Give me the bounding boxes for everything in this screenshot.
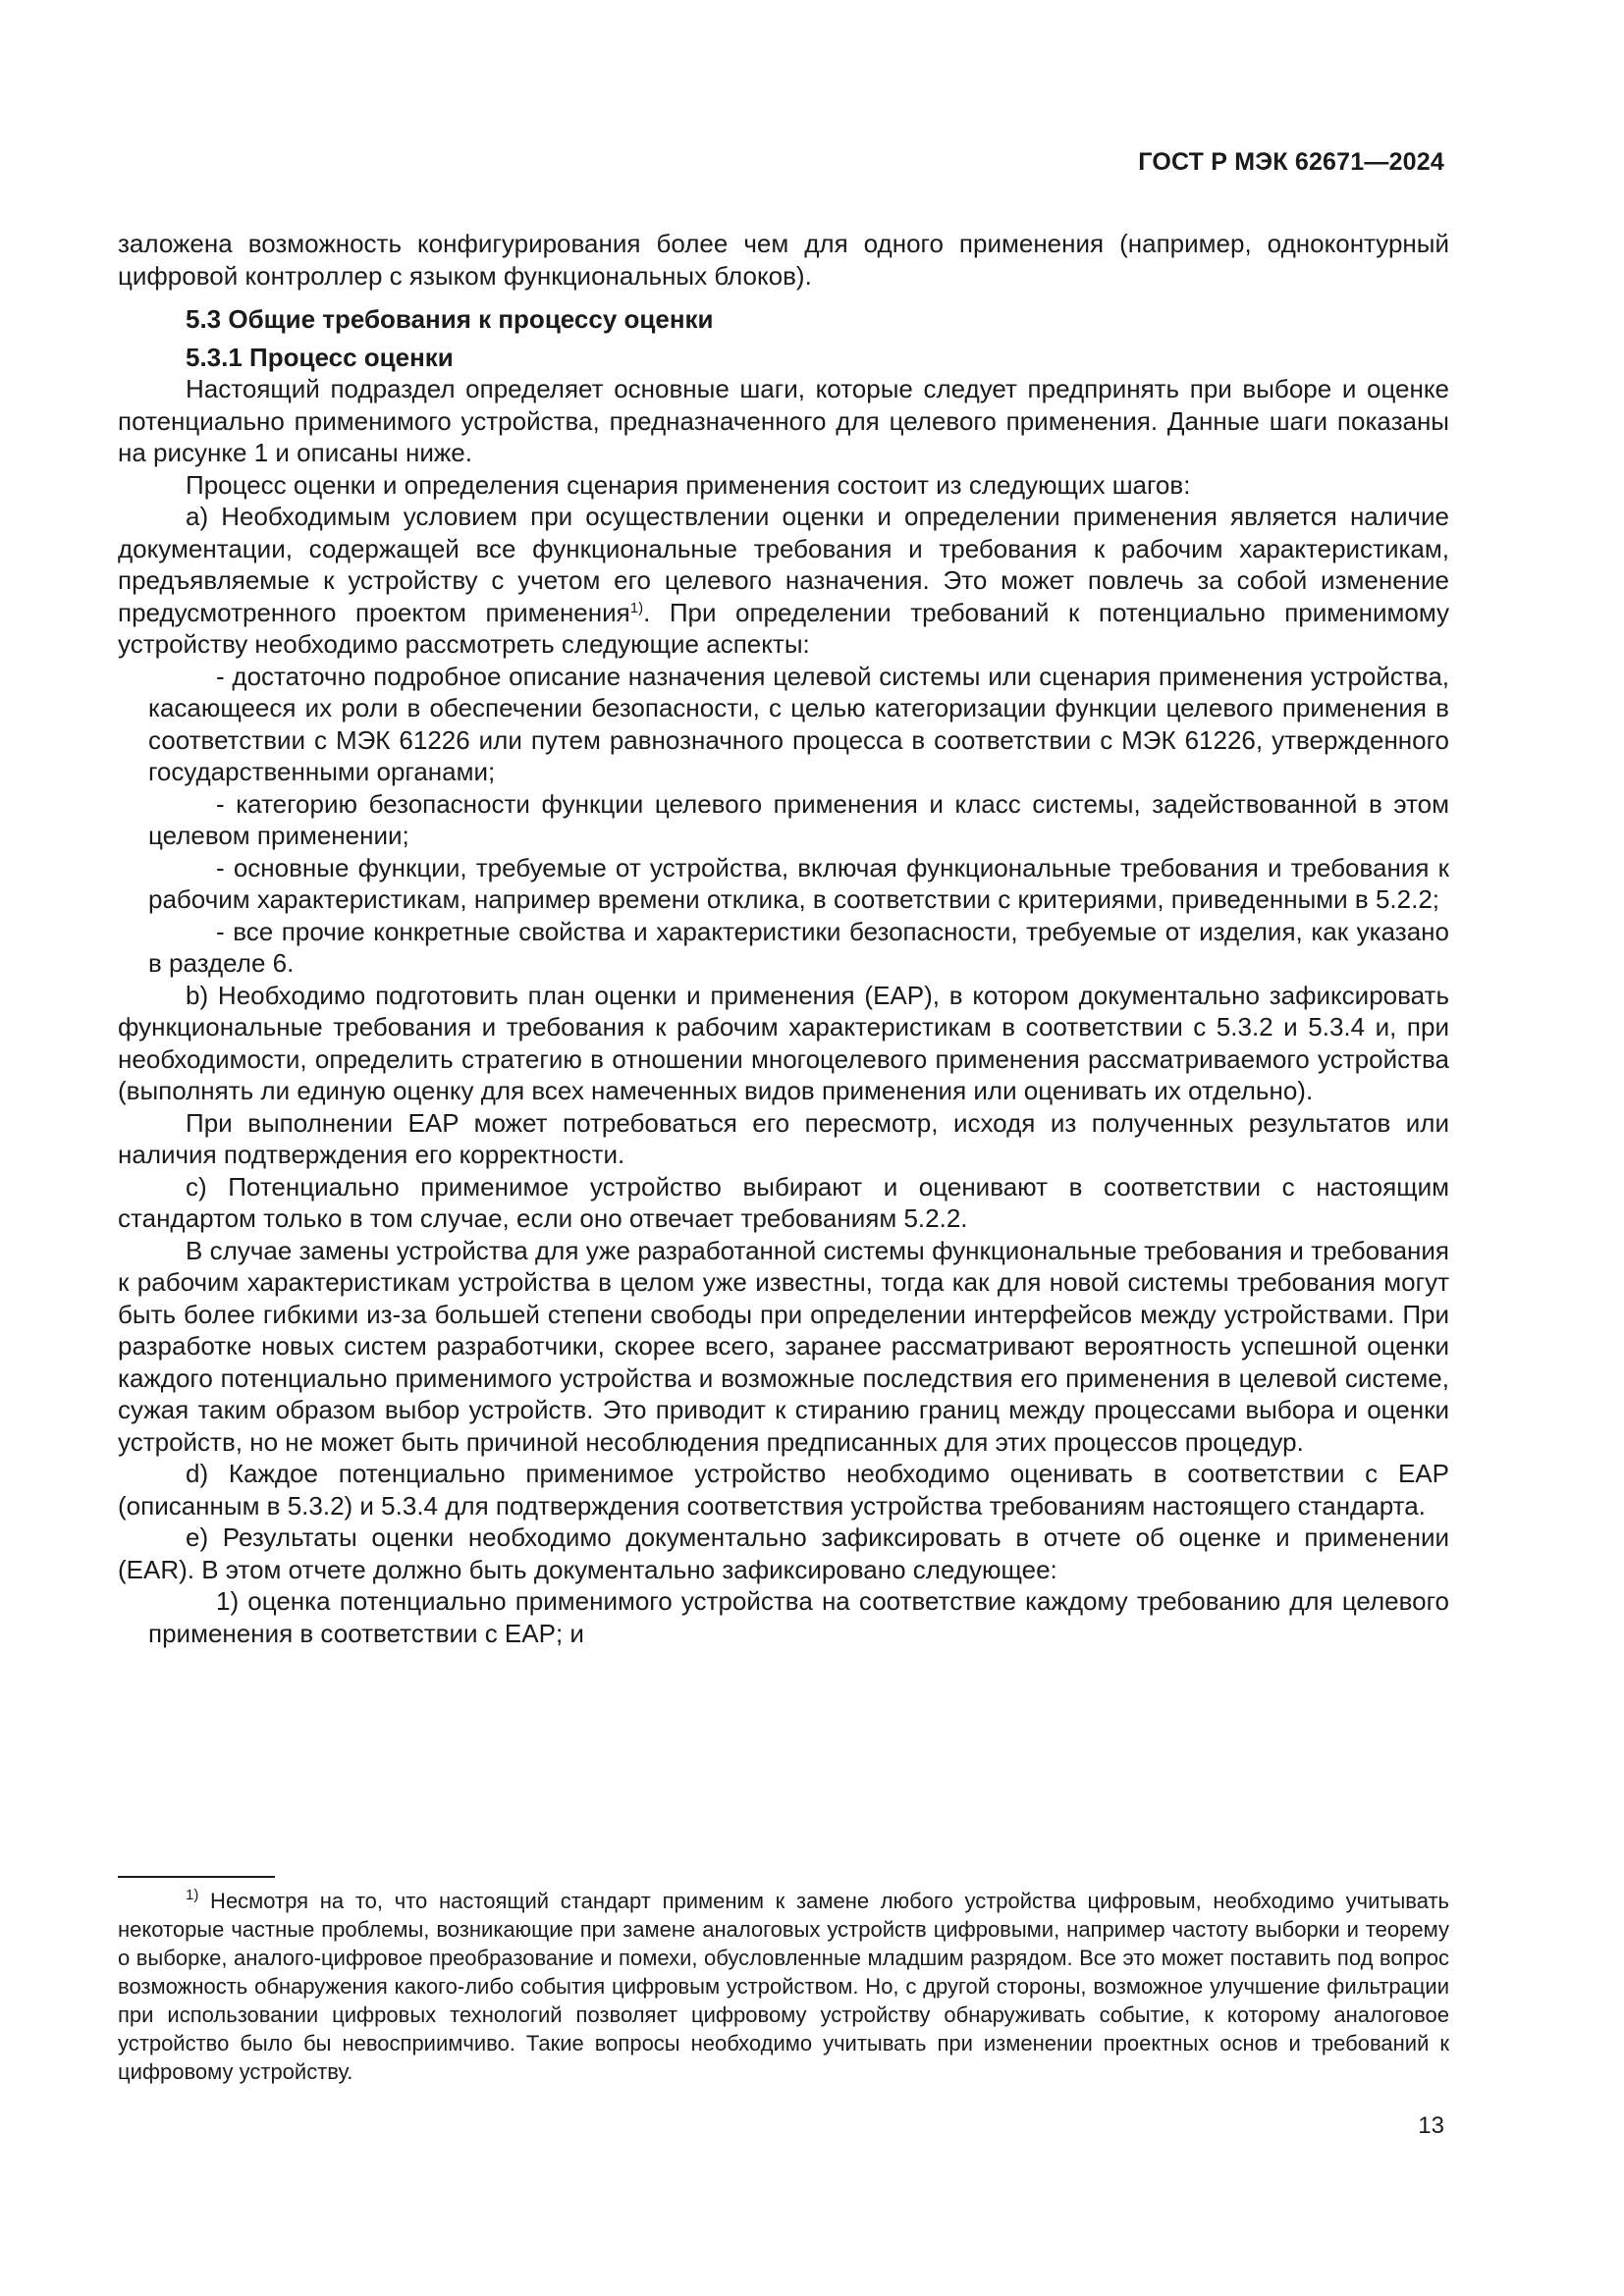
paragraph: В случае замены устройства для уже разработанной системы функциональные требования и требования к рабочим характеристикам устройства в целом уже известны, тогда как для новой системы требования могут быть более гибкими из-за большей степени свободы при определении интерфейсов между устройствами. При разработке новых систем разработчики, скорее всего, заранее рассматривают вероятность успешной оценки каждого потенциально применимого устройства и возможные последствия его применения в целевой системе, сужая таким образом выбор устройств. Это приводит к стиранию границ между процессами выбора и оценки устройств, но не может быть причиной несоблюдения предписанных для этих процессов процедур.: [118, 1235, 1449, 1457]
footnote-body: Несмотря на то, что настоящий стандарт применим к замене любого устройства цифровым, необходимо учитывать некоторые частные проблемы, возникающие при замене аналоговых устройств цифровыми, например частоту выборки и теорему о выборке, аналого-цифровое преобразование и помехи, обусловленные младшим разрядом. Все это может поставить под вопрос возможность обнаружения какого-либо события цифровым устройством. Но, с другой стороны, возможное улучшение фильтрации при использовании цифровых технологий позволяет цифровому устройству обнаруживать событие, к которому аналоговое устройство было бы невосприимчиво. Такие вопросы необходимо учитывать при изменении проектных основ и требований к цифровому устройству.: [118, 1889, 1449, 2084]
section-heading: 5.3 Общие требования к процессу оценки: [186, 304, 714, 334]
list-item-a-text-cont: . При определении требований к потенциально применимому устройству необходимо рассмотреть следующие аспекты:: [118, 597, 1449, 659]
dash-item: - категорию безопасности функции целевого применения и класс системы, задействованной в этом целевом применении;: [148, 788, 1449, 850]
footnote-divider: [118, 1876, 275, 1878]
paragraph: При выполнении EAP может потребоваться его пересмотр, исходя из полученных результатов или наличия подтверждения его корректности.: [118, 1107, 1449, 1169]
list-item-c: c) Потенциально применимое устройство выбирают и оценивают в соответствии с настоящим стандартом только в том случае, если оно отвечает требованиям 5.2.2.: [118, 1171, 1449, 1233]
numbered-item: 1) оценка потенциально применимого устройства на соответствие каждому требованию для целевого применения в соответствии с EAP; и: [148, 1586, 1449, 1648]
paragraph: Процесс оценки и определения сценария применения состоит из следующих шагов:: [186, 469, 1191, 500]
paragraph: Настоящий подраздел определяет основные шаги, которые следует предпринять при выборе и оценке потенциально применимого устройства, предназначенного для целевого применения. Данные шаги показаны на рисунке 1 и описаны ниже.: [118, 374, 1449, 467]
footnote-marker: 1): [186, 1887, 199, 1903]
list-item-b: b) Необходимо подготовить план оценки и применения (EAP), в котором документально зафиксировать функциональные требования и требования к рабочим характеристикам в соответствии с 5.3.2 и 5.3.4 и, при необходимости, определить стратегию в отношении многоцелевого применения рассматриваемого устройства (выполнять ли единую оценку для всех намеченных видов применения или оценивать их отдельно).: [118, 980, 1449, 1105]
list-item-a: [118, 501, 1449, 661]
subsection-heading: 5.3.1 Процесс оценки: [186, 342, 454, 372]
list-item-e: e) Результаты оценки необходимо документально зафиксировать в отчете об оценке и применении (EAR). В этом отчете должно быть документально зафиксировано следующее:: [118, 1522, 1449, 1584]
dash-item: - достаточно подробное описание назначения целевой системы или сценария применения устройства, касающееся их роли в обеспечении безопасности, с целью категоризации функции целевого применения в соответствии с МЭК 61226 или путем равнозначного процесса в соответствии с МЭК 61226, утвержденного государственными органами;: [148, 661, 1449, 786]
list-item-d: d) Каждое потенциально применимое устройство необходимо оценивать в соответствии с EAP (описанным в 5.3.2) и 5.3.4 для подтверждения соответствия устройства требованиям настоящего стандарта.: [118, 1459, 1449, 1521]
footnote: [118, 1887, 1449, 2086]
footnote-reference: 1): [629, 599, 644, 616]
footnote-text: [118, 1887, 1449, 2086]
dash-item: - основные функции, требуемые от устройства, включая функциональные требования и требования к рабочим характеристикам, например времени отклика, в соответствии с критериями, приведенными в 5.2.2;: [148, 852, 1449, 914]
document-standard-id: ГОСТ Р МЭК 62671—2024: [1138, 148, 1444, 176]
intro-paragraph: заложена возможность конфигурирования более чем для одного применения (например, одноконтурный цифровой контроллер с языком функциональных блоков).: [118, 229, 1449, 291]
document-body: [118, 228, 1449, 1649]
page-number: 13: [1418, 2112, 1444, 2139]
dash-item: - все прочие конкретные свойства и характеристики безопасности, требуемые от изделия, как указано в разделе 6.: [148, 916, 1449, 978]
list-item-a-text: a) Необходимым условием при осуществлении оценки и определении применения является наличие документации, содержащей все функциональные требования и требования к рабочим характеристикам, предъявляемые к устройству с учетом его целевого назначения. Это может повлечь за собой изменение предусмотренного проектом применения: [118, 502, 1449, 627]
